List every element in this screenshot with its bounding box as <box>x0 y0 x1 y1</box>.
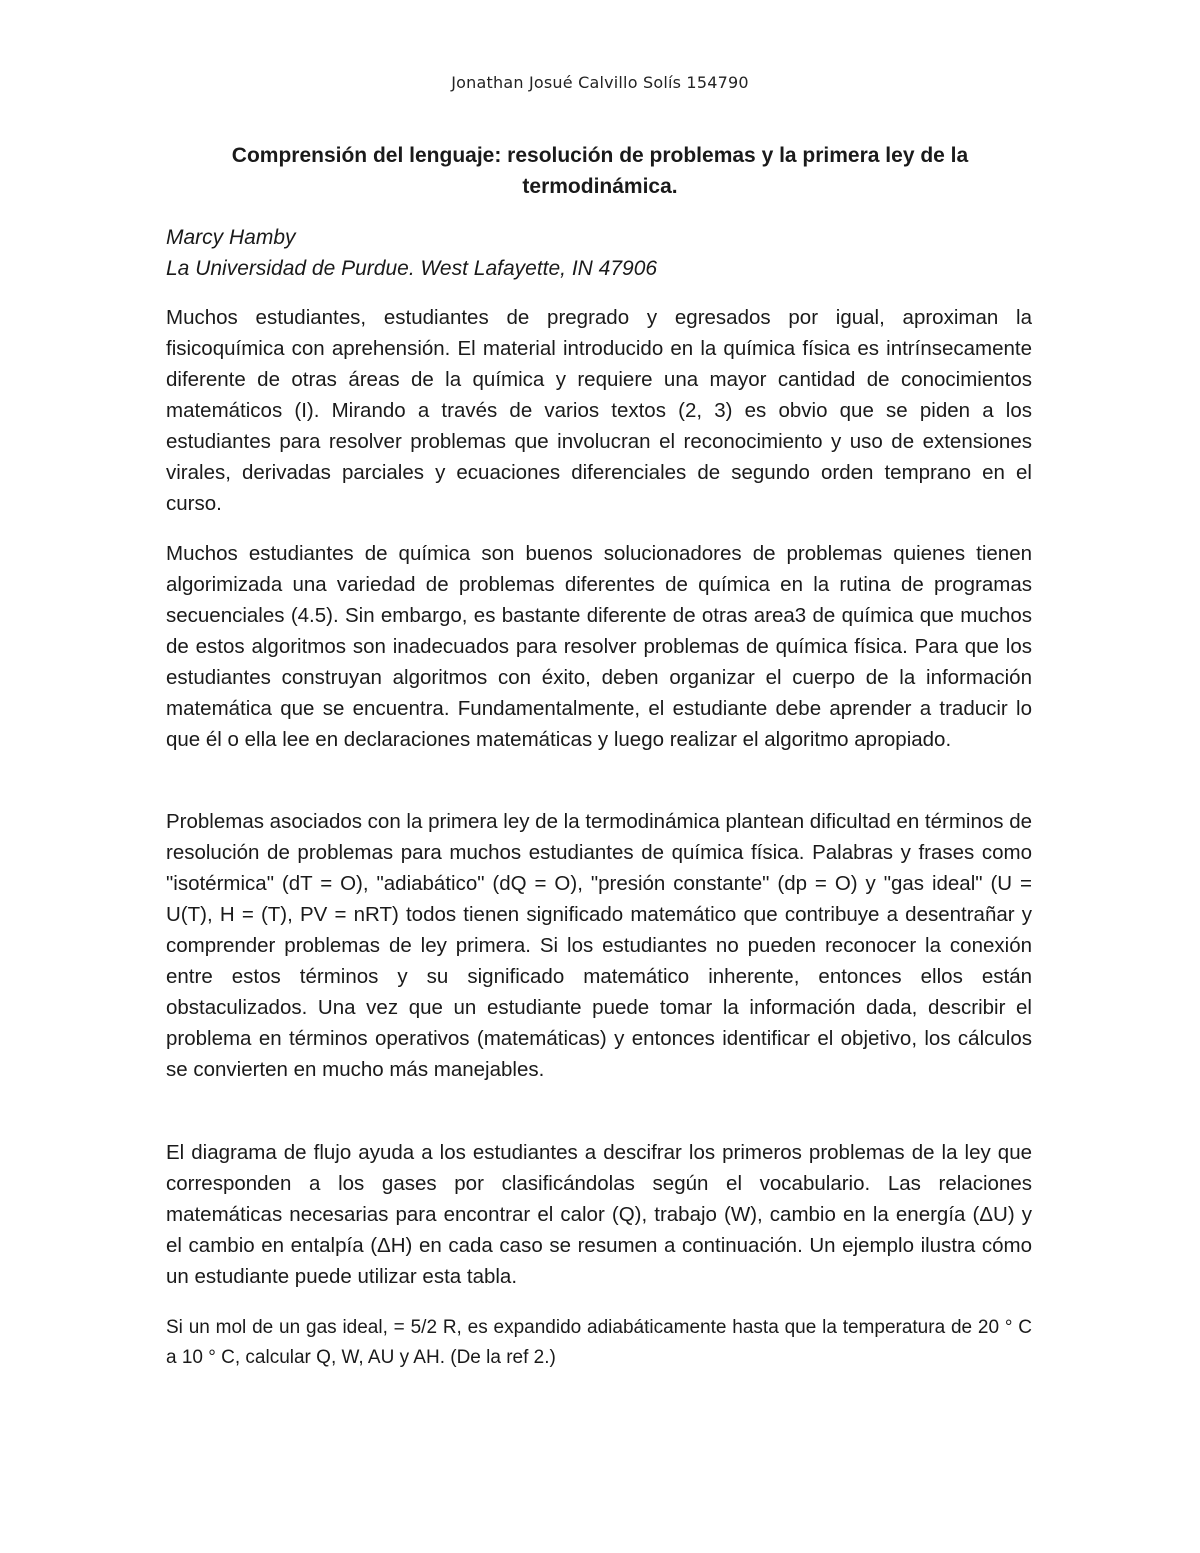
author-name: Marcy Hamby <box>166 226 296 249</box>
document-title: Comprensión del lenguaje: resolución de problemas y la primera ley de la termodinámica. <box>231 144 969 198</box>
paragraph-3: Problemas asociados con la primera ley de la termodinámica plantean dificultad en términos de resolución de problemas para muchos estudiantes de química física. Palabras y frases como "isotérmica" (dT = O), "adiabático" (dQ = O), "presión constante" (dp = O) y "gas ideal" (U = U(T), H = (T), PV = nRT) todos tienen significado matemático que contribuye a desentrañar y comprender problemas de ley primera. Si los estudiantes no pueden reconocer la conexión entre estos términos y su significado matemático inherente, entonces ellos están obstaculizados. Una vez que un estudiante puede tomar la información dada, describir el problema en términos operativos (matemáticas) y entonces identificar el objetivo, los cálculos se convierten en mucho más manejables. <box>166 810 1033 1081</box>
author-affiliation: La Universidad de Purdue. West Lafayette, IN 47906 <box>166 257 658 280</box>
paragraph-1: Muchos estudiantes, estudiantes de pregrado y egresados por igual, aproximan la fisicoquímica con aprehensión. El material introducido en la química física es intrínsecamente diferente de otras áreas de la química y requiere una mayor cantidad de conocimientos matemáticos (I). Mirando a través de varios textos (2, 3) es obvio que se piden a los estudiantes para resolver problemas que involucran el reconocimiento y uso de extensiones virales, derivadas parciales y ecuaciones diferenciales de segundo orden temprano en el curso. <box>166 306 1032 515</box>
paragraph-2: Muchos estudiantes de química son buenos solucionadores de problemas quienes tienen algorimizada una variedad de problemas diferentes de química en la rutina de programas secuenciales (4.5). Sin embargo, es bastante diferente de otras area3 de química que muchos de estos algoritmos son inadecuados para resolver problemas de química física. Para que los estudiantes construyan algoritmos con éxito, deben organizar el cuerpo de la información matemática que se encuentra. Fundamentalmente, el estudiante debe aprender a traducir lo que él o ella lee en declaraciones matemáticas y luego realizar el algoritmo apropiado. <box>166 542 1032 751</box>
paragraph-4: El diagrama de flujo ayuda a los estudiantes a descifrar los primeros problemas de la ley que corresponden a los gases por clasificándolas según el vocabulario. Las relaciones matemáticas necesarias para encontrar el calor (Q), trabajo (W), cambio en la energía (ΔU) y el cambio en entalpía (ΔH) en cada caso se resumen a continuación. Un ejemplo ilustra cómo un estudiante puede utilizar esta tabla. <box>166 1141 1032 1288</box>
author-block <box>166 222 1034 284</box>
header-author-id: Jonathan Josué Calvillo Solís 154790 <box>451 73 749 92</box>
paragraph-5-example: Si un mol de un gas ideal, = 5/2 R, es expandido adiabáticamente hasta que la temperatura de 20 ° C a 10 ° C, calcular Q, W, AU y AH. (De la ref 2.) <box>166 1317 1032 1368</box>
